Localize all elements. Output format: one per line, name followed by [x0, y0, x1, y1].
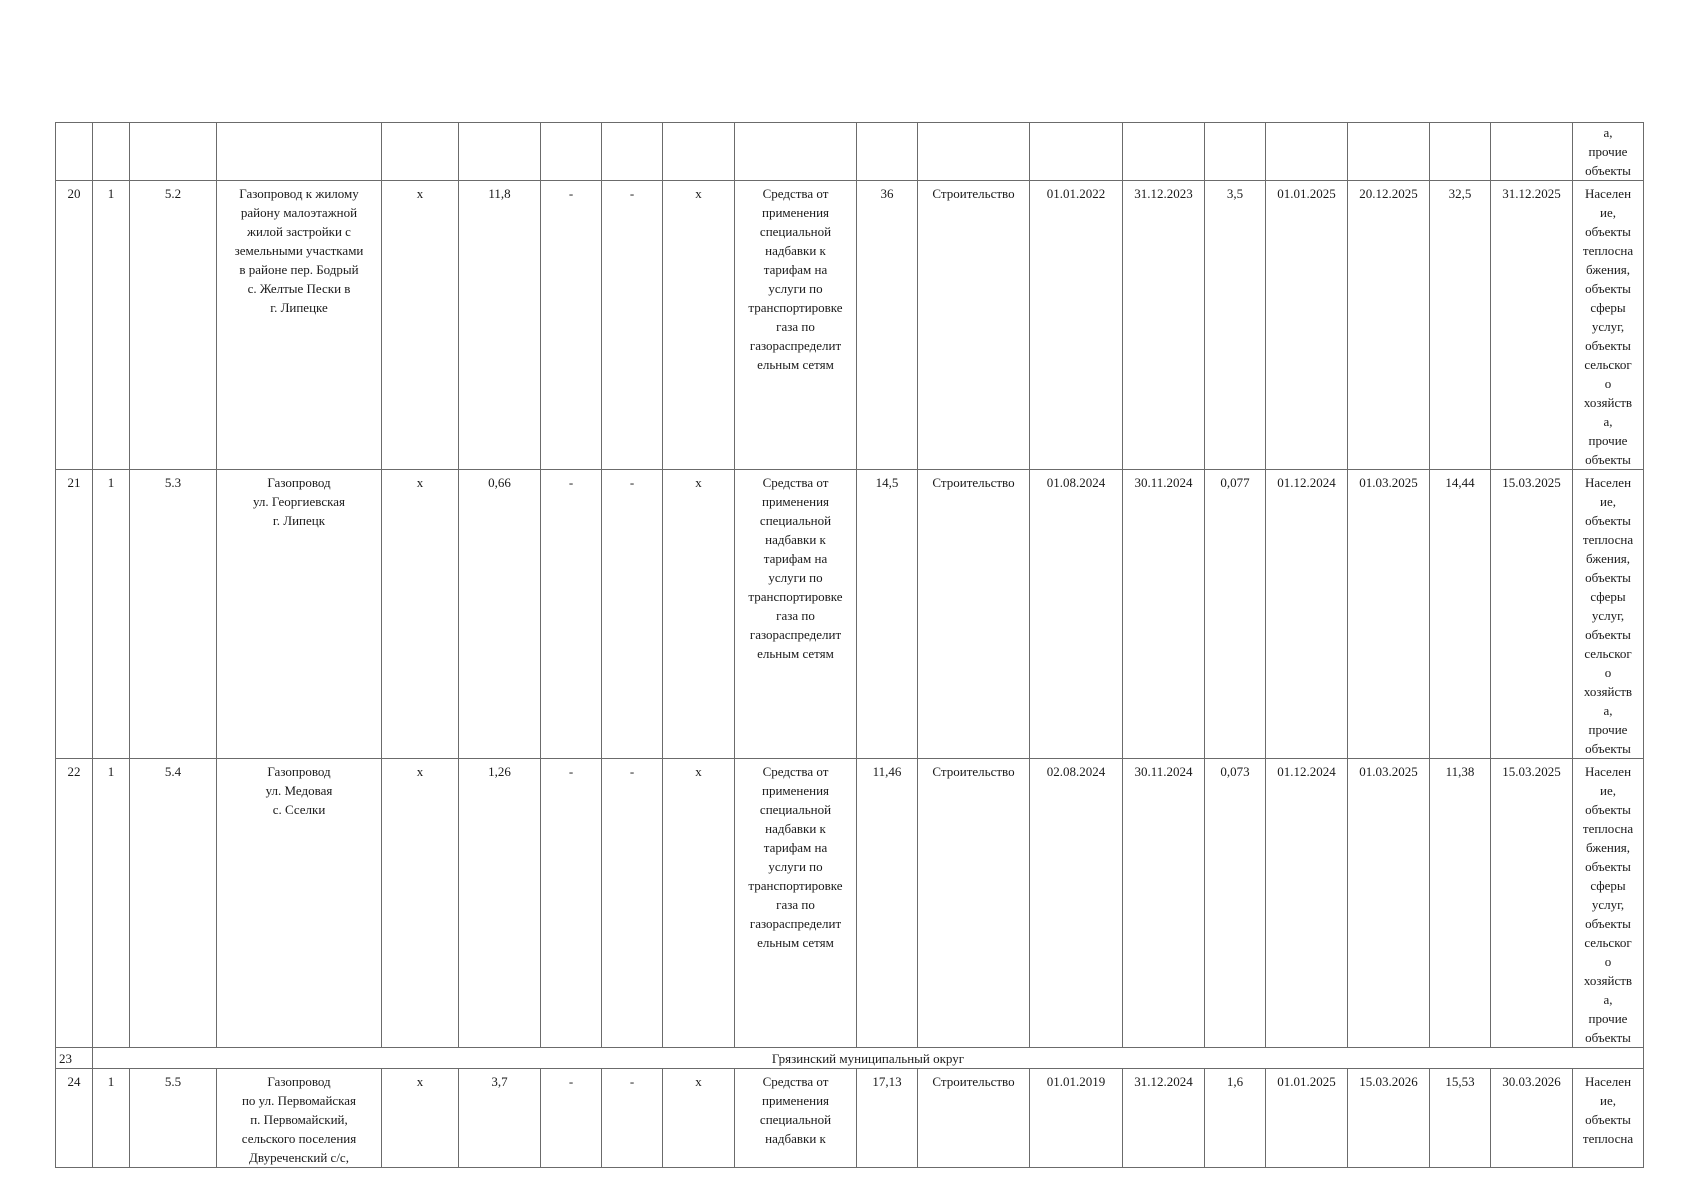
- cell: -: [541, 1069, 602, 1168]
- cell: 15,53: [1430, 1069, 1491, 1168]
- cell: 1: [93, 759, 130, 1048]
- date-cell: 20.12.2025: [1348, 181, 1430, 470]
- cell: 17,13: [857, 1069, 918, 1168]
- cell: [1348, 123, 1430, 181]
- date-cell: 15.03.2025: [1491, 759, 1573, 1048]
- cell: x: [663, 1069, 735, 1168]
- cell: x: [382, 759, 459, 1048]
- consumers-cell: Населен ие, объекты теплосна: [1573, 1069, 1644, 1168]
- cell: [1491, 123, 1573, 181]
- work-type: Строительство: [918, 759, 1030, 1048]
- cell: 1: [93, 470, 130, 759]
- date-cell: 01.01.2019: [1030, 1069, 1123, 1168]
- object-name: Газопровод ул. Медовая с. Сселки: [217, 759, 382, 1048]
- cell: -: [602, 1069, 663, 1168]
- object-name: Газопровод к жилому району малоэтажной жилой застройки с земельными участками в районе пер. Бодрый с. Желтые Пески в г. Липецке: [217, 181, 382, 470]
- date-cell: 01.03.2025: [1348, 759, 1430, 1048]
- cell: 5.3: [130, 470, 217, 759]
- date-cell: 01.12.2024: [1266, 470, 1348, 759]
- cell: [663, 123, 735, 181]
- section-row: [56, 1048, 1644, 1069]
- consumers-cell: Населен ие, объекты теплосна бжения, объекты сферы услуг, объекты сельског о хозяйств а, прочие объекты: [1573, 470, 1644, 759]
- funding-source: Средства от применения специальной надбавки к тарифам на услуги по транспортировке газа по газораспределит ельным сетям: [735, 759, 857, 1048]
- cell: x: [663, 181, 735, 470]
- cell: x: [382, 1069, 459, 1168]
- table-row: [56, 470, 1644, 759]
- date-cell: 15.03.2025: [1491, 470, 1573, 759]
- row-number: 21: [56, 470, 93, 759]
- cell: x: [382, 181, 459, 470]
- cell: [382, 123, 459, 181]
- investment-program-table: [55, 122, 1644, 1168]
- cell: [1123, 123, 1205, 181]
- date-cell: 01.01.2025: [1266, 181, 1348, 470]
- cell: 1: [93, 1069, 130, 1168]
- cell: [459, 123, 541, 181]
- funding-source: Средства от применения специальной надбавки к: [735, 1069, 857, 1168]
- cell: [541, 123, 602, 181]
- cell: [602, 123, 663, 181]
- cell: -: [602, 181, 663, 470]
- date-cell: 01.03.2025: [1348, 470, 1430, 759]
- cell: [857, 123, 918, 181]
- cell: 14,5: [857, 470, 918, 759]
- date-cell: 30.11.2024: [1123, 470, 1205, 759]
- cell: 11,8: [459, 181, 541, 470]
- work-type: Строительство: [918, 181, 1030, 470]
- cell: x: [382, 470, 459, 759]
- date-cell: 02.08.2024: [1030, 759, 1123, 1048]
- cell: x: [663, 470, 735, 759]
- cell: -: [602, 759, 663, 1048]
- cell: [1205, 123, 1266, 181]
- date-cell: 01.08.2024: [1030, 470, 1123, 759]
- cell: 1,6: [1205, 1069, 1266, 1168]
- row-number: 24: [56, 1069, 93, 1168]
- cell: [56, 123, 93, 181]
- work-type: Строительство: [918, 470, 1030, 759]
- date-cell: 30.11.2024: [1123, 759, 1205, 1048]
- section-title: Грязинский муниципальный округ: [93, 1048, 1644, 1069]
- table-row: [56, 759, 1644, 1048]
- cell: 36: [857, 181, 918, 470]
- cell: [130, 123, 217, 181]
- work-type: Строительство: [918, 1069, 1030, 1168]
- cell: [217, 123, 382, 181]
- date-cell: 31.12.2023: [1123, 181, 1205, 470]
- table-row: [56, 181, 1644, 470]
- date-cell: 01.01.2022: [1030, 181, 1123, 470]
- date-cell: 01.12.2024: [1266, 759, 1348, 1048]
- funding-source: Средства от применения специальной надбавки к тарифам на услуги по транспортировке газа по газораспределит ельным сетям: [735, 470, 857, 759]
- table-row: [56, 1069, 1644, 1168]
- cell: 3,5: [1205, 181, 1266, 470]
- cell: -: [541, 470, 602, 759]
- date-cell: 31.12.2024: [1123, 1069, 1205, 1168]
- cell: [1266, 123, 1348, 181]
- cell: x: [663, 759, 735, 1048]
- consumers-cell: а, прочие объекты: [1573, 123, 1644, 181]
- date-cell: 01.01.2025: [1266, 1069, 1348, 1168]
- row-number: 20: [56, 181, 93, 470]
- cell: -: [602, 470, 663, 759]
- cell: 5.5: [130, 1069, 217, 1168]
- row-number: 22: [56, 759, 93, 1048]
- cell: 32,5: [1430, 181, 1491, 470]
- cell: 3,7: [459, 1069, 541, 1168]
- date-cell: 30.03.2026: [1491, 1069, 1573, 1168]
- cell: 14,44: [1430, 470, 1491, 759]
- object-name: Газопровод по ул. Первомайская п. Первомайский, сельского поселения Двуреченский с/с,: [217, 1069, 382, 1168]
- cell: 11,46: [857, 759, 918, 1048]
- cell: [918, 123, 1030, 181]
- cell: 5.2: [130, 181, 217, 470]
- cell: 1: [93, 181, 130, 470]
- funding-source: Средства от применения специальной надбавки к тарифам на услуги по транспортировке газа по газораспределит ельным сетям: [735, 181, 857, 470]
- consumers-cell: Населен ие, объекты теплосна бжения, объекты сферы услуг, объекты сельског о хозяйств а, прочие объекты: [1573, 759, 1644, 1048]
- date-cell: 31.12.2025: [1491, 181, 1573, 470]
- cell: [735, 123, 857, 181]
- row-number: 23: [56, 1048, 93, 1069]
- date-cell: 15.03.2026: [1348, 1069, 1430, 1168]
- cell: 1,26: [459, 759, 541, 1048]
- cell: 5.4: [130, 759, 217, 1048]
- cell: -: [541, 759, 602, 1048]
- cell: 11,38: [1430, 759, 1491, 1048]
- cell: [1030, 123, 1123, 181]
- cell: 0,66: [459, 470, 541, 759]
- object-name: Газопровод ул. Георгиевская г. Липецк: [217, 470, 382, 759]
- cell: 0,077: [1205, 470, 1266, 759]
- table-row-continuation: [56, 123, 1644, 181]
- cell: [1430, 123, 1491, 181]
- cell: [93, 123, 130, 181]
- cell: 0,073: [1205, 759, 1266, 1048]
- consumers-cell: Населен ие, объекты теплосна бжения, объекты сферы услуг, объекты сельског о хозяйств а, прочие объекты: [1573, 181, 1644, 470]
- cell: -: [541, 181, 602, 470]
